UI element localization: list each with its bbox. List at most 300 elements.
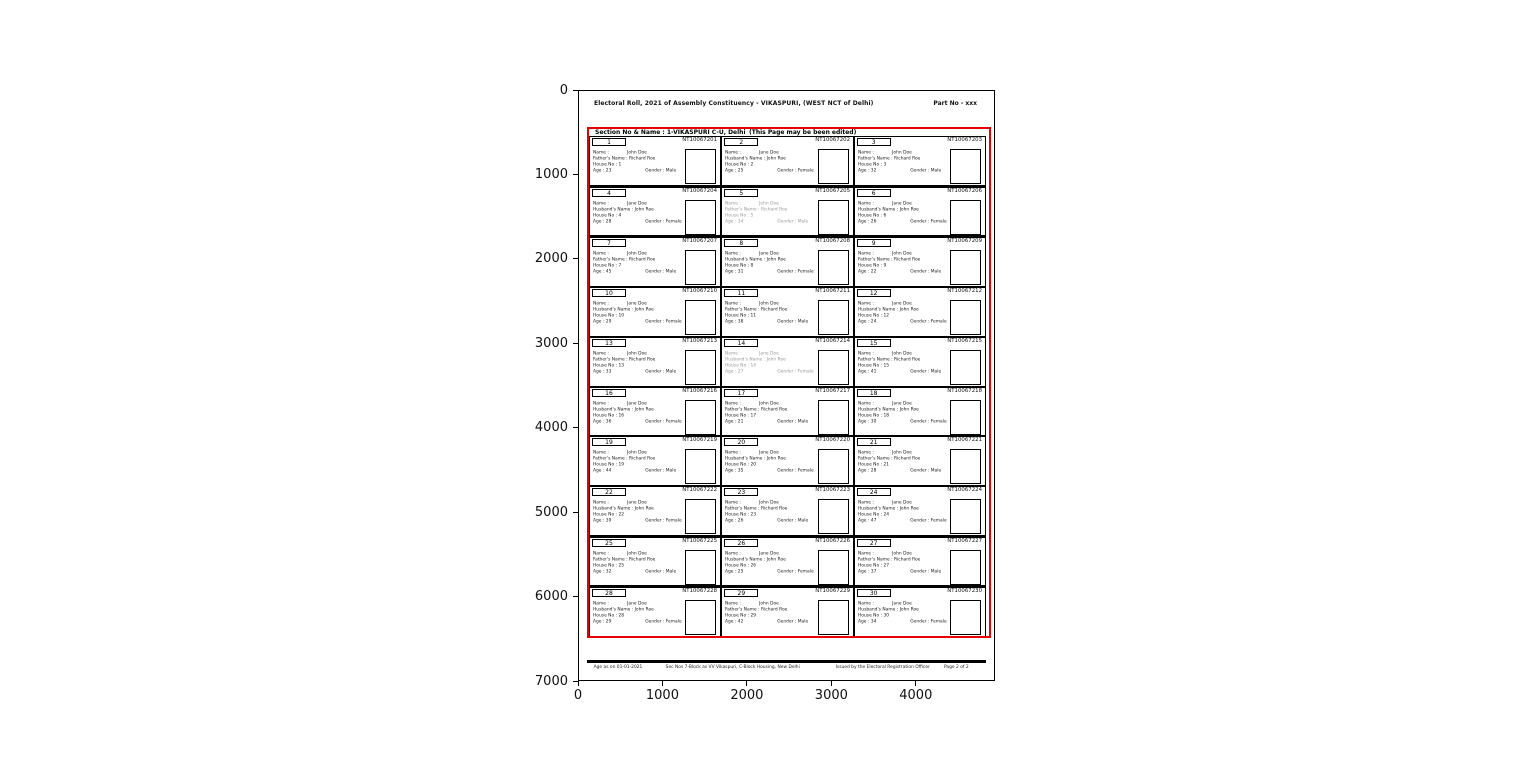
photo-box (818, 149, 849, 184)
name-line: Name : John Doe (857, 449, 912, 455)
serial-number-box (592, 539, 626, 547)
name-line: Name : Jane Doe (593, 499, 647, 505)
name-line: Name : Jane Doe (857, 200, 912, 206)
age-gender-line: Age : 28 Gender : Female (593, 218, 682, 224)
relation-line: Husband's Name : John Roe (725, 356, 787, 362)
y-axis-tick-label: 2000 (534, 251, 568, 267)
house-line: House No : 2 (725, 161, 754, 167)
relation-line: Husband's Name : John Roe (725, 455, 787, 461)
serial-number-box (857, 488, 891, 496)
relation-line: Husband's Name : John Roe (857, 606, 919, 612)
relation-line: Husband's Name : John Roe (857, 505, 919, 511)
voter-card (590, 188, 722, 236)
voter-card (590, 137, 722, 185)
y-axis-tick (573, 596, 578, 597)
voter-details (593, 550, 687, 574)
serial-number-box (724, 389, 758, 397)
serial-number: 17 (737, 389, 746, 397)
serial-number: 22 (605, 488, 613, 496)
name-line: Name : Jane Doe (857, 600, 912, 606)
epic-number: NT10067227 (947, 537, 982, 544)
serial-number: 20 (737, 439, 746, 447)
serial-number: 10 (605, 290, 613, 298)
age-gender-line: Age : 28 Gender : Male (857, 467, 941, 473)
photo-box (685, 250, 716, 285)
voter-details (725, 200, 819, 224)
house-line: House No : 15 (857, 362, 889, 368)
serial-number-box (724, 189, 758, 197)
document-footer (587, 664, 986, 675)
voter-row (590, 286, 986, 336)
photo-box (950, 600, 981, 635)
voter-card (722, 238, 854, 286)
relation-line: Father's Name : Richard Roe (725, 206, 788, 212)
epic-number: NT10067202 (814, 137, 850, 143)
voter-row (590, 485, 986, 535)
serial-number-box (724, 438, 758, 446)
serial-number: 3 (871, 139, 876, 146)
voter-card (722, 137, 854, 185)
serial-number-box (592, 289, 626, 297)
serial-number-box (592, 239, 626, 247)
voter-details (593, 350, 687, 374)
photo-box (685, 600, 716, 635)
name-line: Name : John Doe (725, 400, 780, 406)
serial-number: 25 (605, 539, 613, 547)
voter-details (725, 300, 819, 324)
serial-number: 5 (739, 189, 744, 197)
epic-number: NT10067209 (947, 238, 982, 245)
epic-number: NT10067223 (814, 486, 850, 493)
photo-box (818, 499, 849, 534)
age-gender-line: Age : 21 Gender : Male (725, 418, 809, 424)
serial-number-box (724, 589, 758, 597)
voter-details (725, 400, 819, 424)
age-gender-line: Age : 22 Gender : Male (857, 269, 941, 275)
serial-number: 8 (739, 240, 744, 248)
x-axis-tick-label: 1000 (645, 688, 679, 703)
y-axis-tick-label: 3000 (534, 335, 568, 351)
house-line: House No : 25 (593, 562, 625, 568)
age-gender-line: Age : 29 Gender : Female (593, 619, 682, 624)
voter-row (590, 336, 986, 386)
age-gender-line: Age : 35 Gender : Female (725, 467, 814, 473)
voter-card (722, 588, 854, 636)
footer-page-number: Page 2 of 2 (943, 664, 969, 669)
serial-number: 29 (737, 590, 746, 598)
relation-line: Husband's Name : John Roe (857, 206, 919, 212)
voter-details (858, 600, 952, 624)
voter-details (858, 200, 952, 224)
voter-card (855, 437, 986, 485)
epic-number: NT10067214 (814, 337, 850, 344)
section-header-row (589, 129, 989, 136)
serial-number-box (592, 189, 626, 197)
voter-card (855, 538, 986, 586)
house-line: House No : 18 (857, 412, 889, 418)
voter-row (590, 235, 986, 286)
house-line: House No : 19 (593, 461, 625, 467)
house-line: House No : 17 (725, 412, 757, 418)
voter-row (590, 585, 986, 636)
voter-row (590, 185, 986, 236)
name-line: Name : John Doe (725, 600, 780, 606)
voter-details (858, 550, 952, 574)
y-axis-tick-label: 5000 (534, 504, 568, 520)
serial-number-box (592, 438, 626, 446)
relation-line: Father's Name : Richard Roe (593, 455, 656, 461)
voter-details (593, 250, 687, 274)
voter-card (855, 588, 986, 636)
serial-number-box (724, 488, 758, 496)
voter-card (855, 288, 986, 336)
serial-number-box (857, 589, 891, 597)
epic-number: NT10067201 (682, 137, 718, 143)
name-line: Name : Jane Doe (593, 300, 647, 306)
voter-card (722, 437, 854, 485)
serial-number: 14 (737, 339, 746, 347)
age-gender-line: Age : 29 Gender : Female (593, 318, 682, 324)
serial-number: 1 (607, 139, 611, 146)
epic-number: NT10067211 (814, 288, 850, 295)
voter-row (590, 535, 986, 586)
relation-line: Husband's Name : John Roe (593, 306, 654, 312)
voter-details (725, 550, 819, 574)
voter-card (590, 288, 722, 336)
voter-details (858, 449, 952, 473)
voter-details (593, 149, 687, 173)
house-line: House No : 16 (593, 412, 625, 418)
part-number: Part No - xxx (933, 100, 977, 107)
house-line: House No : 21 (857, 461, 889, 467)
age-gender-line: Age : 23 Gender : Male (593, 167, 677, 173)
name-line: Name : Jane Doe (725, 550, 780, 556)
photo-box (950, 250, 981, 285)
epic-number: NT10067225 (682, 537, 718, 544)
house-line: House No : 4 (593, 212, 622, 218)
voter-details (725, 149, 819, 173)
y-axis-tick (573, 90, 578, 91)
voter-card (722, 538, 854, 586)
voter-details (725, 499, 819, 523)
relation-line: Husband's Name : John Roe (593, 606, 654, 612)
house-line: House No : 29 (725, 612, 757, 618)
epic-number: NT10067217 (814, 387, 850, 394)
photo-box (818, 350, 849, 385)
serial-number-box (857, 339, 891, 347)
age-gender-line: Age : 25 Gender : Female (725, 167, 814, 173)
photo-box (818, 600, 849, 635)
house-line: House No : 24 (857, 511, 889, 517)
relation-line: Father's Name : Richard Roe (857, 455, 921, 461)
name-line: Name : Jane Doe (725, 350, 780, 356)
serial-number-box (857, 539, 891, 547)
name-line: Name : John Doe (857, 350, 912, 356)
name-line: Name : John Doe (857, 550, 912, 556)
photo-box (950, 149, 981, 184)
photo-box (685, 200, 716, 235)
voter-row (590, 136, 986, 185)
epic-number: NT10067213 (682, 337, 718, 344)
house-line: House No : 1 (593, 161, 622, 167)
epic-number: NT10067228 (682, 588, 718, 595)
age-gender-line: Age : 32 Gender : Male (857, 167, 941, 173)
page-note: (This Page may be been edited) (749, 129, 857, 136)
voter-card (590, 538, 722, 586)
y-axis-tick (573, 427, 578, 428)
relation-line: Father's Name : Richard Roe (593, 356, 656, 362)
serial-number-box (857, 138, 891, 146)
y-axis-tick-label: 1000 (534, 166, 568, 182)
house-line: House No : 30 (857, 612, 889, 618)
photo-box (685, 350, 716, 385)
name-line: Name : John Doe (593, 350, 647, 356)
photo-box (950, 300, 981, 335)
house-line: House No : 12 (857, 312, 889, 318)
relation-line: Father's Name : Richard Roe (725, 606, 788, 612)
age-gender-line: Age : 25 Gender : Female (725, 568, 814, 574)
name-line: Name : John Doe (857, 149, 912, 155)
epic-number: NT10067216 (682, 387, 718, 394)
y-axis-tick (573, 258, 578, 259)
relation-line: Father's Name : Richard Roe (857, 556, 921, 562)
voter-details (593, 600, 687, 624)
voter-card (722, 388, 854, 436)
photo-box (950, 499, 981, 534)
photo-box (950, 449, 981, 484)
serial-number: 27 (869, 539, 878, 547)
age-gender-line: Age : 26 Gender : Male (725, 517, 809, 523)
x-axis-tick-label: 0 (573, 688, 583, 703)
name-line: Name : Jane Doe (593, 200, 647, 206)
voter-details (593, 449, 687, 473)
age-gender-line: Age : 32 Gender : Male (593, 568, 677, 574)
age-gender-line: Age : 27 Gender : Female (725, 368, 814, 374)
age-gender-line: Age : 31 Gender : Female (725, 269, 814, 275)
photo-box (950, 400, 981, 435)
epic-number: NT10067219 (682, 437, 718, 444)
epic-number: NT10067220 (814, 437, 850, 444)
epic-number: NT10067222 (682, 486, 718, 493)
serial-number-box (724, 138, 758, 146)
name-line: Name : John Doe (593, 449, 647, 455)
voter-details (593, 200, 687, 224)
name-line: Name : Jane Doe (725, 149, 780, 155)
serial-number: 16 (605, 389, 613, 397)
name-line: Name : John Doe (725, 300, 780, 306)
serial-number-box (857, 189, 891, 197)
photo-box (685, 499, 716, 534)
name-line: Name : John Doe (725, 499, 780, 505)
photo-box (818, 250, 849, 285)
house-line: House No : 22 (593, 511, 625, 517)
age-gender-line: Age : 37 Gender : Male (857, 568, 941, 574)
age-gender-line: Age : 41 Gender : Male (857, 368, 941, 374)
house-line: House No : 3 (857, 161, 886, 167)
house-line: House No : 23 (725, 511, 757, 517)
footer-age-note: Age as on 01-01-2021 (593, 664, 643, 669)
serial-number: 26 (737, 539, 746, 547)
document-title: Electoral Roll, 2021 of Assembly Constituency - VIKASPURI, (WEST NCT of Delhi) (594, 100, 874, 107)
relation-line: Father's Name : Richard Roe (857, 257, 921, 262)
y-axis-tick-label: 0 (559, 82, 568, 98)
epic-number: NT10067204 (682, 187, 718, 194)
plot-area (578, 90, 995, 681)
age-gender-line: Age : 24 Gender : Female (857, 318, 947, 324)
voter-details (858, 350, 952, 374)
serial-number: 2 (739, 139, 744, 146)
house-line: House No : 28 (593, 612, 625, 618)
voter-card (590, 437, 722, 485)
name-line: Name : Jane Doe (725, 449, 780, 455)
serial-number: 15 (869, 339, 878, 347)
serial-number-box (857, 289, 891, 297)
x-axis-tick-label: 3000 (814, 688, 848, 703)
house-line: House No : 11 (725, 312, 757, 318)
name-line: Name : John Doe (857, 250, 912, 256)
relation-line: Husband's Name : John Roe (593, 206, 654, 212)
age-gender-line: Age : 42 Gender : Male (725, 619, 809, 624)
y-axis-tick (573, 343, 578, 344)
relation-line: Father's Name : Richard Roe (725, 306, 788, 312)
voter-details (858, 149, 952, 173)
voter-card (590, 338, 722, 386)
serial-number: 21 (869, 439, 878, 447)
name-line: Name : John Doe (725, 200, 780, 206)
serial-number-box (857, 438, 891, 446)
age-gender-line: Age : 33 Gender : Male (593, 368, 677, 374)
serial-number: 28 (605, 590, 613, 598)
age-gender-line: Age : 38 Gender : Male (725, 318, 809, 324)
y-axis-tick-label: 7000 (534, 673, 568, 689)
voter-card (722, 487, 854, 535)
epic-number: NT10067224 (947, 486, 982, 493)
serial-number-box (724, 339, 758, 347)
relation-line: Husband's Name : John Roe (593, 505, 654, 511)
footer-issuer: Issued by the Electoral Registration Officer (835, 664, 930, 669)
voter-details (858, 300, 952, 324)
serial-number: 12 (869, 290, 878, 298)
relation-line: Father's Name : Richard Roe (857, 356, 921, 362)
relation-line: Father's Name : Richard Roe (857, 155, 921, 161)
epic-number: NT10067206 (947, 187, 982, 194)
age-gender-line: Age : 39 Gender : Female (593, 517, 682, 523)
house-line: House No : 27 (857, 562, 889, 568)
epic-number: NT10067226 (814, 537, 850, 544)
name-line: Name : Jane Doe (857, 300, 912, 306)
epic-number: NT10067230 (947, 588, 982, 595)
serial-number: 11 (737, 290, 746, 298)
x-axis-tick (746, 681, 747, 686)
house-line: House No : 6 (857, 212, 886, 218)
epic-number: NT10067210 (682, 288, 718, 295)
epic-number: NT10067212 (947, 288, 982, 295)
y-axis-tick (573, 512, 578, 513)
voter-card (722, 188, 854, 236)
relation-line: Husband's Name : John Roe (857, 306, 919, 312)
relation-line: Father's Name : Richard Roe (593, 556, 656, 562)
voter-card (855, 338, 986, 386)
name-line: Name : Jane Doe (725, 250, 780, 256)
voter-details (593, 400, 687, 424)
serial-number: 30 (869, 590, 878, 598)
serial-number: 4 (607, 189, 611, 197)
relation-line: Husband's Name : John Roe (725, 556, 787, 562)
voter-details (858, 250, 952, 274)
voter-details (725, 350, 819, 374)
house-line: House No : 10 (593, 312, 625, 318)
age-gender-line: Age : 36 Gender : Female (593, 418, 682, 424)
voter-card (855, 388, 986, 436)
relation-line: Husband's Name : John Roe (725, 257, 787, 262)
serial-number-box (592, 339, 626, 347)
highlight-rectangle (587, 127, 991, 638)
name-line: Name : John Doe (593, 550, 647, 556)
section-name: Section No & Name : 1-VIKASPURI C-U, Delhi (595, 129, 746, 136)
photo-box (818, 300, 849, 335)
age-gender-line: Age : 30 Gender : Female (857, 418, 947, 424)
house-line: House No : 8 (725, 263, 754, 269)
relation-line: Father's Name : Richard Roe (593, 155, 656, 161)
epic-number: NT10067229 (814, 588, 850, 595)
photo-box (950, 200, 981, 235)
photo-box (950, 550, 981, 585)
serial-number: 6 (871, 189, 876, 197)
house-line: House No : 9 (857, 263, 886, 269)
serial-number-box (857, 389, 891, 397)
age-gender-line: Age : 45 Gender : Male (593, 269, 677, 275)
y-axis-tick (573, 174, 578, 175)
serial-number: 9 (871, 240, 876, 248)
voter-details (593, 300, 687, 324)
house-line: House No : 26 (725, 562, 757, 568)
footer-address: Sec Nos 7-Block as VV Vikaspuri, C-Block Housing, New Delhi (665, 664, 800, 669)
house-line: House No : 14 (725, 362, 757, 368)
photo-box (685, 149, 716, 184)
age-gender-line: Age : 26 Gender : Female (857, 218, 947, 224)
voter-card (722, 338, 854, 386)
photo-box (818, 550, 849, 585)
y-axis-tick-label: 4000 (534, 420, 568, 436)
voter-details (725, 600, 819, 624)
voter-card (590, 487, 722, 535)
voter-card (855, 487, 986, 535)
serial-number: 7 (607, 240, 611, 248)
serial-number-box (724, 539, 758, 547)
serial-number-box (724, 239, 758, 247)
name-line: Name : Jane Doe (857, 499, 912, 505)
voter-row (590, 435, 986, 485)
name-line: Name : Jane Doe (593, 400, 647, 406)
age-gender-line: Age : 44 Gender : Male (593, 467, 677, 473)
relation-line: Husband's Name : John Roe (725, 155, 787, 161)
serial-number-box (592, 138, 626, 146)
serial-number-box (857, 239, 891, 247)
name-line: Name : John Doe (593, 250, 647, 256)
footer-divider (587, 660, 986, 663)
x-axis-tick (831, 681, 832, 686)
voter-card (855, 188, 986, 236)
age-gender-line: Age : 34 Gender : Male (725, 218, 809, 224)
x-axis-tick-label: 4000 (899, 688, 933, 703)
epic-number: NT10067208 (814, 238, 850, 245)
epic-number: NT10067207 (682, 238, 718, 245)
photo-box (685, 449, 716, 484)
voter-card-grid (589, 136, 986, 636)
epic-number: NT10067221 (947, 437, 982, 444)
serial-number-box (592, 589, 626, 597)
photo-box (818, 200, 849, 235)
